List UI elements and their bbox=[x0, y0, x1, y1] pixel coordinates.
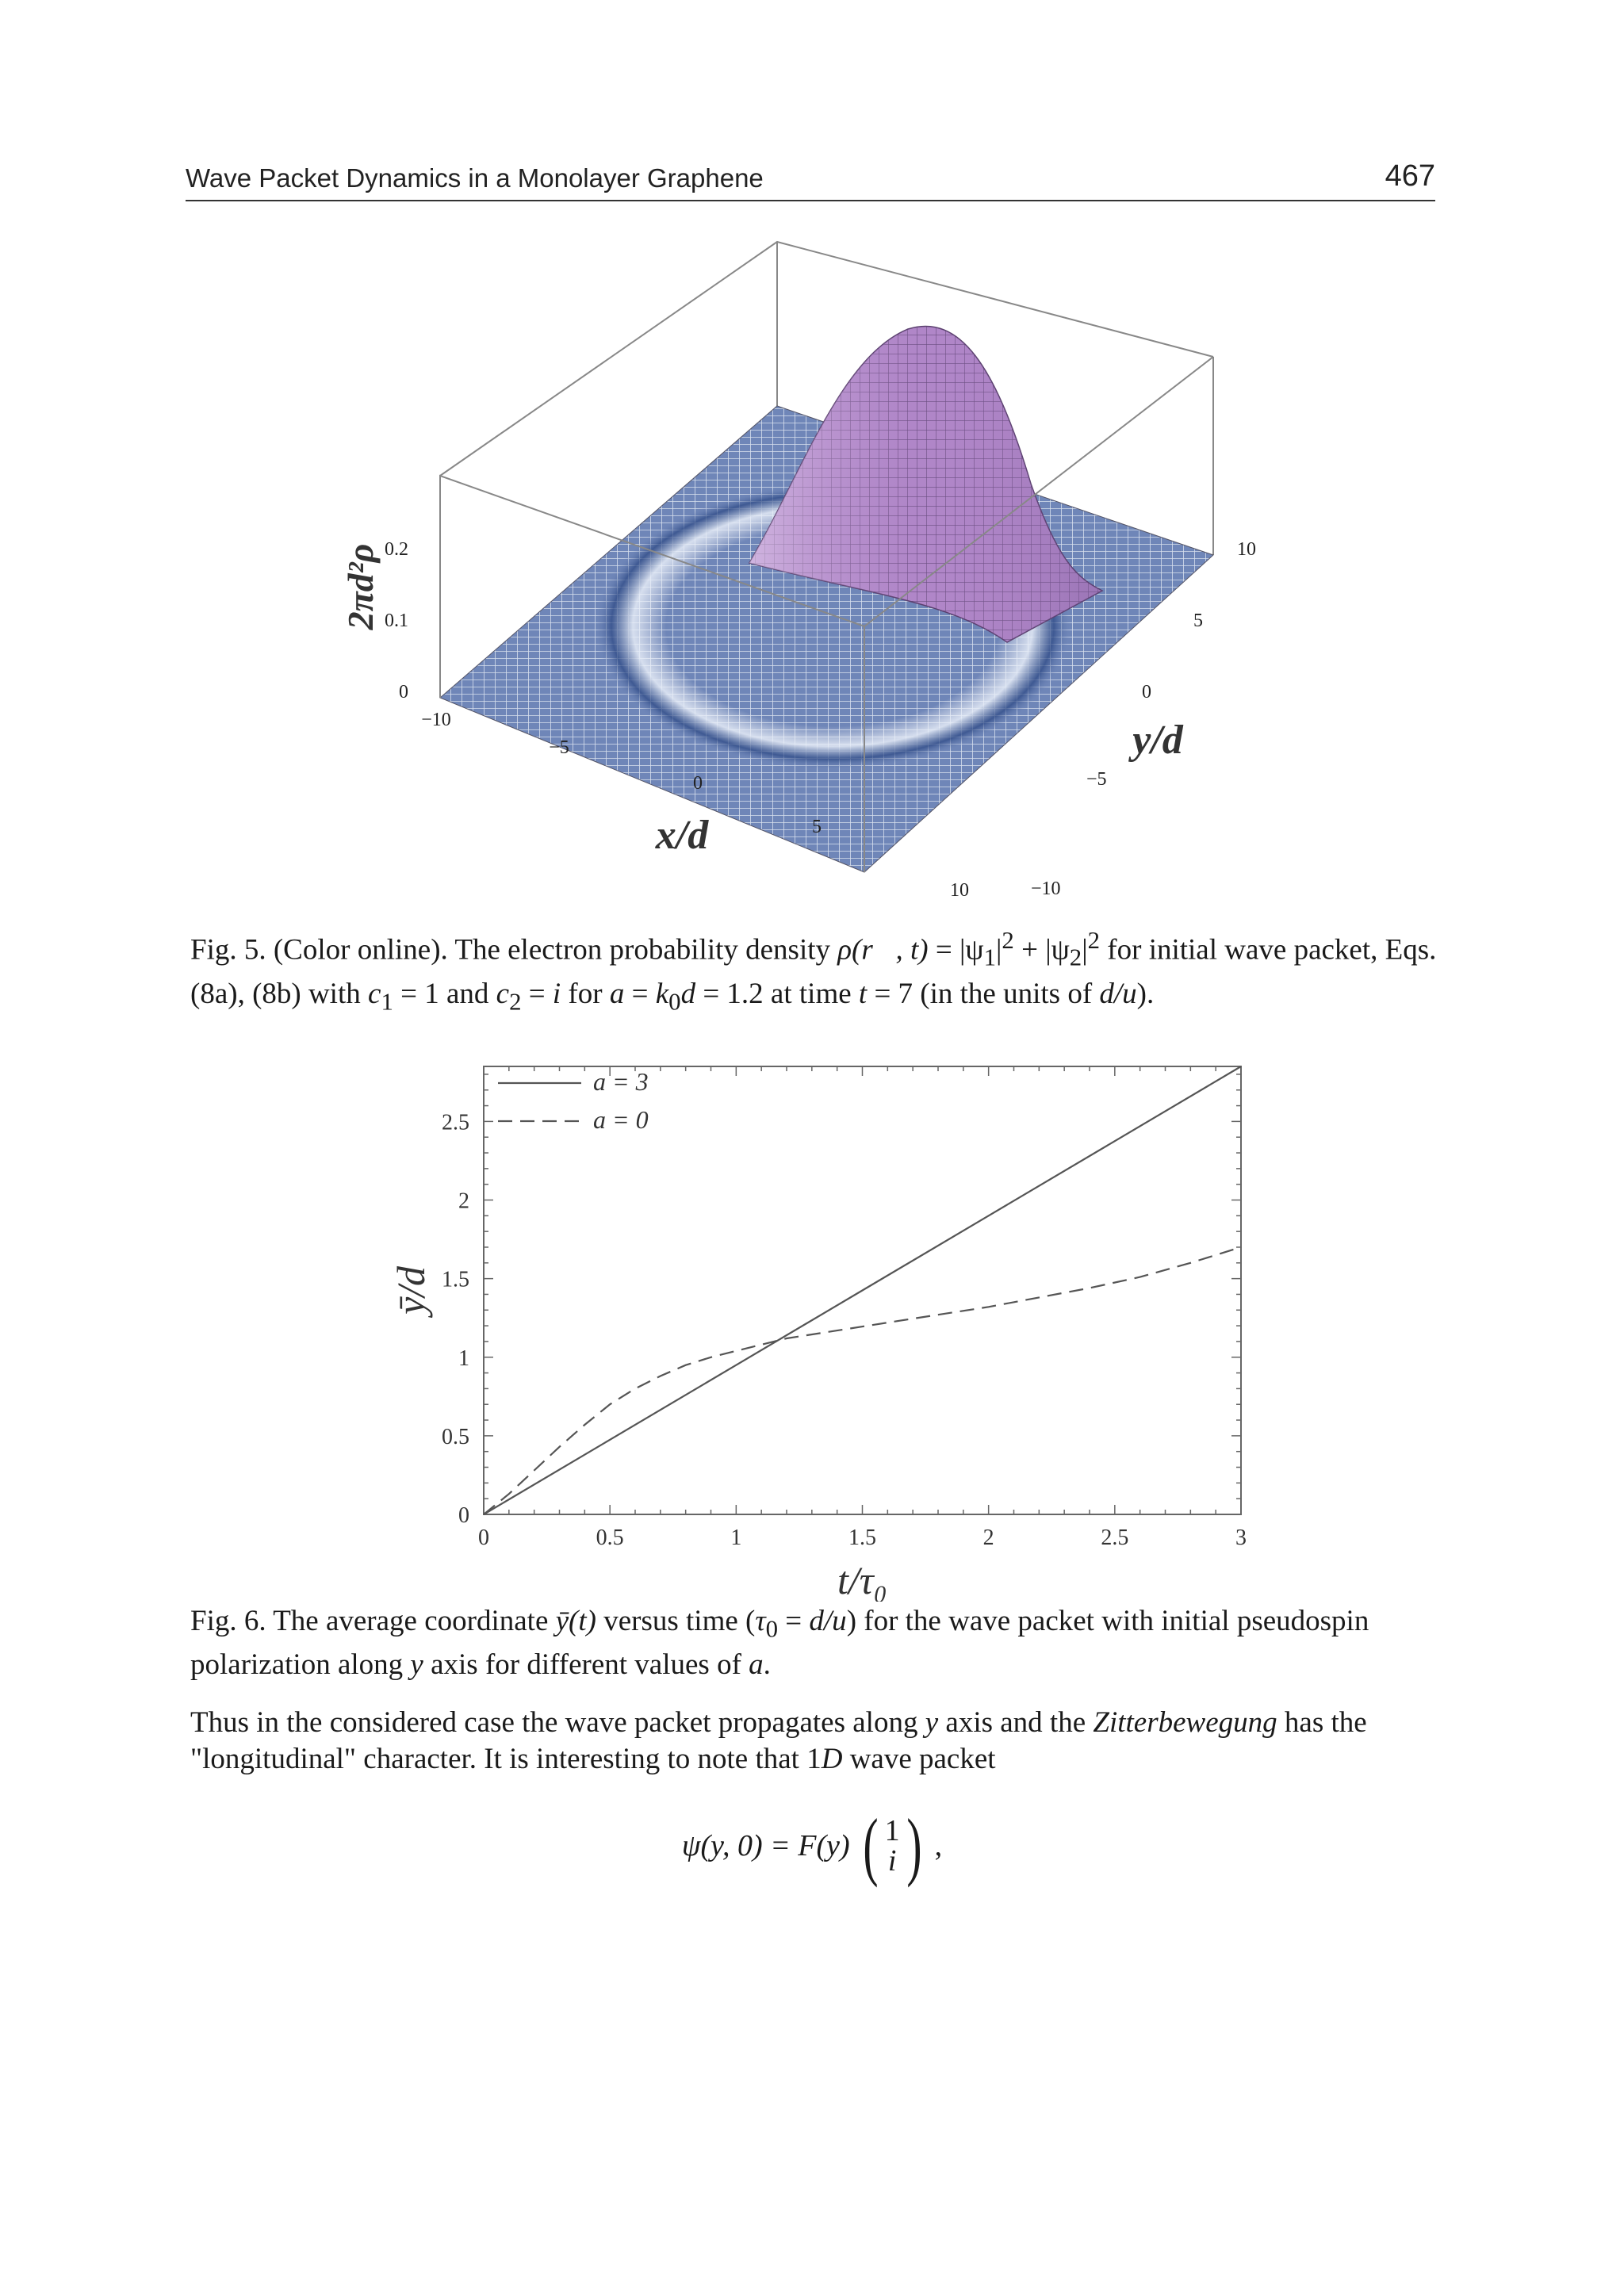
legend-label: a = 3 bbox=[593, 1067, 649, 1096]
y-tick-label: 0.5 bbox=[442, 1424, 469, 1449]
y-tick-label: 5 bbox=[1193, 611, 1203, 631]
series-line-a0 bbox=[484, 1247, 1241, 1514]
caption-text: = 7 (in the units of bbox=[867, 977, 1100, 1010]
caption-math: 1 bbox=[381, 988, 393, 1016]
x-tick-label: 0 bbox=[693, 773, 703, 794]
x-tick-label: −5 bbox=[549, 737, 569, 758]
caption-math: i bbox=[552, 977, 561, 1010]
caption-math: c bbox=[496, 977, 510, 1010]
body-math: y bbox=[925, 1706, 939, 1739]
body-emphasis: Zitterbewegung bbox=[1093, 1706, 1277, 1739]
caption-math: d/u bbox=[1099, 977, 1137, 1010]
z-ticks bbox=[385, 539, 408, 702]
caption-math: 0 bbox=[765, 1615, 779, 1643]
x-tick-label: 10 bbox=[950, 880, 969, 901]
caption-math: = |ψ bbox=[928, 933, 984, 967]
chart-root bbox=[389, 1066, 1247, 1602]
figure-5-caption bbox=[190, 922, 1443, 1020]
caption-math: y bbox=[410, 1648, 423, 1682]
y-axis-label: ȳ/d bbox=[389, 1265, 433, 1315]
caption-text: for initial wave packet, Eqs.(8a), (8b) with bbox=[190, 933, 1437, 1010]
y-tick-label: −10 bbox=[1031, 879, 1061, 899]
y-tick-label: 1 bbox=[458, 1346, 469, 1371]
y-tick-label: −5 bbox=[1086, 769, 1107, 790]
caption-math: ȳ(t) bbox=[555, 1605, 596, 1637]
caption-label: Fig. 6. bbox=[190, 1605, 266, 1637]
z-axis-label: 2πd²ρ bbox=[340, 543, 381, 630]
caption-math: 2 bbox=[1002, 927, 1014, 954]
body-text: wave packet bbox=[842, 1743, 996, 1775]
y-axis-label: y/d bbox=[1132, 718, 1183, 763]
y-tick-label: 10 bbox=[1237, 539, 1256, 560]
caption-math: | bbox=[1082, 933, 1088, 967]
caption-math: t bbox=[858, 977, 868, 1010]
caption-math: 2 bbox=[1087, 927, 1101, 954]
running-title: Wave Packet Dynamics in a Monolayer Graphene bbox=[186, 163, 764, 193]
left-paren: ( bbox=[863, 1803, 879, 1888]
caption-math: | bbox=[996, 933, 1002, 967]
caption-math: + |ψ bbox=[1013, 933, 1070, 967]
vector-bottom: i bbox=[887, 1844, 897, 1878]
caption-math: d/u bbox=[809, 1605, 847, 1637]
x-tick-label: 1 bbox=[730, 1525, 742, 1550]
body-text: has the "longitudinal" character. It is interesting to note that 1 bbox=[190, 1706, 1367, 1775]
caption-math: c bbox=[368, 977, 381, 1010]
body-math: D bbox=[821, 1743, 843, 1775]
x-tick-label: 0.5 bbox=[596, 1525, 624, 1550]
caption-math: 2 bbox=[1069, 944, 1082, 971]
caption-math: 2 bbox=[509, 988, 522, 1016]
caption-text: = 1.2 at time bbox=[695, 977, 859, 1010]
y-tick-label: 2 bbox=[458, 1189, 469, 1214]
x-tick-label: 2 bbox=[982, 1525, 994, 1550]
caption-math: k bbox=[655, 977, 669, 1010]
caption-text: for bbox=[561, 977, 610, 1010]
x-tick-label: 1.5 bbox=[848, 1525, 876, 1550]
running-header bbox=[186, 160, 1435, 201]
x-axis-label: t/τ₀ bbox=[837, 1558, 888, 1602]
body-paragraph bbox=[190, 1705, 1443, 1778]
y-tick-label: 0 bbox=[1142, 682, 1151, 702]
vector-entries bbox=[885, 1816, 900, 1876]
equation-tail: , bbox=[934, 1829, 943, 1862]
caption-text: axis for different values of bbox=[423, 1648, 749, 1682]
caption-math: τ bbox=[755, 1605, 766, 1637]
caption-text: = bbox=[521, 977, 553, 1010]
figure-6-line-chart bbox=[365, 1055, 1285, 1602]
y-tick-label: 0 bbox=[458, 1503, 469, 1528]
caption-text: (Color online). The electron probability density bbox=[273, 933, 838, 967]
right-paren: ) bbox=[906, 1803, 922, 1888]
z-tick-label: 0.2 bbox=[385, 539, 408, 560]
caption-text: = bbox=[778, 1605, 810, 1637]
y-tick-label: 2.5 bbox=[442, 1110, 469, 1135]
caption-math: a bbox=[609, 977, 625, 1010]
caption-text: versus time ( bbox=[596, 1605, 756, 1637]
x-tick-label: 2.5 bbox=[1101, 1525, 1129, 1550]
figure-6-caption bbox=[190, 1603, 1443, 1683]
body-text: Thus in the considered case the wave packet propagates along bbox=[190, 1706, 925, 1739]
column-vector bbox=[858, 1803, 927, 1888]
display-equation bbox=[0, 1803, 1624, 1895]
caption-text: The average coordinate bbox=[266, 1605, 556, 1637]
x-axis-label: x/d bbox=[655, 813, 709, 858]
caption-math: 1 bbox=[983, 944, 996, 971]
caption-text: . bbox=[763, 1648, 771, 1682]
equation-lhs: ψ(y, 0) = F(y) bbox=[681, 1829, 850, 1862]
caption-math: ρ(r⃗, t) bbox=[837, 933, 929, 967]
z-tick-label: 0 bbox=[399, 682, 408, 702]
x-tick-label: 0 bbox=[478, 1525, 489, 1550]
x-tick-label: −10 bbox=[421, 710, 451, 730]
x-tick-label: 3 bbox=[1235, 1525, 1247, 1550]
x-tick-label: 5 bbox=[812, 817, 822, 837]
caption-text: ). bbox=[1136, 977, 1155, 1010]
caption-text: = bbox=[624, 977, 656, 1010]
legend-label: a = 0 bbox=[593, 1105, 649, 1134]
y-tick-label: 1.5 bbox=[442, 1267, 469, 1292]
caption-math: d bbox=[680, 977, 696, 1010]
caption-math: a bbox=[749, 1648, 764, 1682]
body-text: axis and the bbox=[938, 1706, 1094, 1739]
vector-top: 1 bbox=[884, 1814, 900, 1847]
caption-label: Fig. 5. bbox=[190, 933, 266, 967]
caption-text: = 1 and bbox=[393, 977, 496, 1010]
z-tick-label: 0.1 bbox=[385, 611, 408, 631]
figure-5-surface-plot bbox=[317, 230, 1300, 912]
caption-math: 0 bbox=[668, 988, 681, 1016]
page-number: 467 bbox=[1385, 159, 1435, 193]
caption-text: ) for the wave packet with initial pseudospin polarization along bbox=[190, 1605, 1369, 1682]
